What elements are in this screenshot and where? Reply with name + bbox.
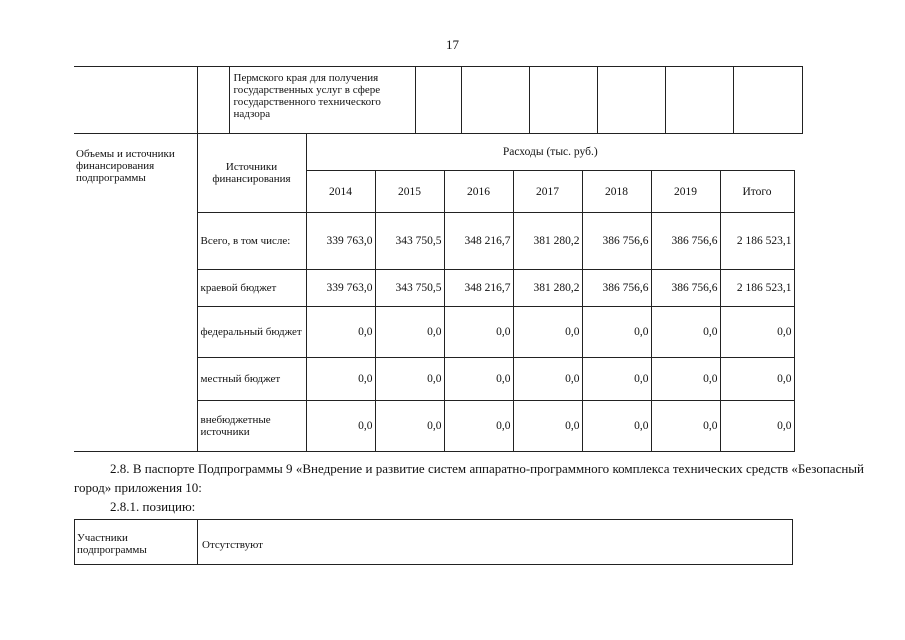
table-cell: 2 186 523,1	[720, 213, 794, 270]
participants-label: Участники подпрограммы	[75, 520, 198, 565]
table-cell: 348 216,7	[444, 213, 513, 270]
section-paragraph: 2.8. В паспорте Подпрограммы 9 «Внедрение и развитие систем аппаратно-программного комплекса технических средств «Безопасный город» приложения 10:	[74, 461, 864, 495]
table-cell: 0,0	[651, 401, 720, 452]
table-cell: 381 280,2	[513, 270, 582, 307]
total-header: Итого	[720, 171, 794, 213]
table-cell: 0,0	[720, 358, 794, 401]
table-cell: 0,0	[306, 401, 375, 452]
table-cell: 0,0	[720, 401, 794, 452]
year-header: 2014	[306, 171, 375, 213]
table-cell: 0,0	[582, 307, 651, 358]
source-label: краевой бюджет	[197, 270, 306, 307]
expenses-header: Расходы (тыс. руб.)	[306, 134, 794, 171]
source-label: Всего, в том числе:	[197, 213, 306, 270]
table-cell: 0,0	[582, 358, 651, 401]
table-cell: 0,0	[651, 307, 720, 358]
table-cell: 0,0	[375, 401, 444, 452]
funding-table	[74, 133, 795, 452]
table-cell: 386 756,6	[651, 270, 720, 307]
table-cell: 0,0	[306, 307, 375, 358]
year-header: 2015	[375, 171, 444, 213]
page-number: 17	[446, 37, 459, 52]
year-header: 2018	[582, 171, 651, 213]
table-cell: 0,0	[444, 358, 513, 401]
table-cell: 386 756,6	[582, 213, 651, 270]
year-header: 2017	[513, 171, 582, 213]
table-cell: 0,0	[720, 307, 794, 358]
table-cell: 0,0	[444, 401, 513, 452]
source-label: местный бюджет	[197, 358, 306, 401]
table-cell: 0,0	[513, 401, 582, 452]
year-header: 2019	[651, 171, 720, 213]
table-cell: 381 280,2	[513, 213, 582, 270]
table-cell: 0,0	[513, 358, 582, 401]
table-cell: 0,0	[513, 307, 582, 358]
funding-row-header: Объемы и источники финансирования подпрограммы	[74, 134, 197, 452]
table-cell: 348 216,7	[444, 270, 513, 307]
table-cell: 386 756,6	[651, 213, 720, 270]
participants-value: Отсутствуют	[198, 520, 793, 565]
table-cell: 339 763,0	[306, 213, 375, 270]
table-cell: 0,0	[375, 358, 444, 401]
table-cell: 0,0	[651, 358, 720, 401]
source-label: внебюджетные источники	[197, 401, 306, 452]
table-cell: 0,0	[582, 401, 651, 452]
table-cell: 386 756,6	[582, 270, 651, 307]
year-header: 2016	[444, 171, 513, 213]
table-cell: 2 186 523,1	[720, 270, 794, 307]
continued-table	[74, 66, 803, 134]
participants-table	[74, 519, 793, 565]
table-cell: 343 750,5	[375, 270, 444, 307]
table-cell: 343 750,5	[375, 213, 444, 270]
subsection-paragraph: 2.8.1. позицию:	[110, 499, 196, 514]
source-label: федеральный бюджет	[197, 307, 306, 358]
table-cell: 0,0	[375, 307, 444, 358]
continued-text: Пермского края для получения государственных услуг в сфере государственного технического надзора	[229, 67, 415, 134]
table-cell: 339 763,0	[306, 270, 375, 307]
sources-header: Источники финансирования	[197, 134, 306, 213]
table-cell: 0,0	[444, 307, 513, 358]
table-cell: 0,0	[306, 358, 375, 401]
